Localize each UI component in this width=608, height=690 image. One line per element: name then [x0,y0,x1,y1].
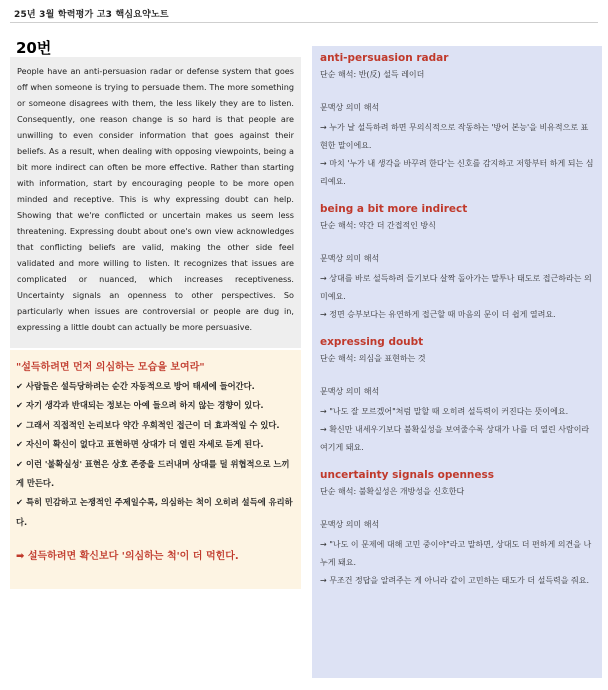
header-divider [10,22,598,23]
passage-box [10,57,301,348]
vocab-context-line: → "나도 잘 모르겠어"처럼 말할 때 오히려 설득력이 커진다는 뜻이에요. [320,407,569,416]
document-header: 25년 3월 학력평가 고3 핵심요약노트 [14,10,169,20]
summary-item-text: 특히 민감하고 논쟁적인 주제일수록, 의심하는 척이 오히려 설득에 유리하다. [16,497,293,527]
vocab-term: expressing doubt [320,336,424,348]
vocab-context-line: → 상대를 바로 설득하려 들기보다 살짝 돌아가는 말투나 태도로 접근하라는 의미예요. [320,274,592,301]
vocab-term: uncertainty signals openness [320,469,495,481]
summary-list [16,377,294,532]
vocab-context-line: → 확신만 내세우기보다 불확실성을 보여줄수록 상대가 나를 더 열린 사람이라 여기게 돼요. [320,425,590,452]
vocab-context-title: 문맥상 의미 해석 [320,103,380,112]
vocab-context-title: 문맥상 의미 해석 [320,520,380,529]
vocab-entry [320,469,594,590]
vocab-definition: 단순 해석: 의심을 표현하는 것 [320,354,426,363]
vocab-context-line: → 정면 승부보다는 유연하게 접근할 때 마음의 문이 더 쉽게 열려요. [320,310,556,319]
check-icon: ✔ [16,439,23,450]
check-icon: ✔ [16,400,23,411]
summary-title: "설득하려면 먼저 의심하는 모습을 보여라" [16,362,205,373]
summary-conclusion: ➡ 설득하려면 확신보다 '의심하는 척'이 더 먹힌다. [16,551,239,563]
vocab-term: anti-persuasion radar [320,52,449,64]
vocab-context-line: → 무조건 정답을 알려주는 게 아니라 같이 고민하는 태도가 더 설득력을 줘요. [320,576,590,585]
vocab-entry [320,52,594,191]
vocab-panel [312,46,602,678]
vocab-context-line: → "나도 이 문제에 대해 고민 중이야"라고 말하면, 상대도 더 편하게 의견을 나누게 돼요. [320,540,592,567]
check-icon: ✔ [16,458,23,469]
vocab-definition: 단순 해석: 약간 더 간접적인 방식 [320,221,436,230]
vocab-definition: 단순 해석: 불확실성은 개방성을 신호한다 [320,487,465,496]
summary-box [10,350,301,589]
summary-item-text: 자기 생각과 반대되는 정보는 아예 들으려 하지 않는 경향이 있다. [25,400,264,411]
vocab-context-title: 문맥상 의미 해석 [320,387,380,396]
summary-item [16,493,294,532]
summary-item-text: 사람들은 설득당하려는 순간 자동적으로 방어 태세에 들어간다. [25,381,255,391]
passage-text: People have an anti-persuasion radar or defense system that goes off when someone is trying to persuade them. The more something or someone disagrees with them, the less likely they are to listen. Consequently, one reason change is so hard is that people are unwilling to even consider information that goes against their beliefs. As a result, when dealing with opposing viewpoints, being a bit more indirect can often be more effective. Rather than starting with information, start by encouraging people to be more open minded and receptive. This is why expressing doubt can help. Showing that we're conflicted or uncertain makes us seem less threatening. Expressing doubt about one's own view acknowledges that conflicting beliefs are valid, making the other side feel validated and more willing to listen. It recognizes that issues are complicated or nuanced, which increases receptiveness. Uncertainty signals an openness to other perspectives. So particularly when issues are controversial or people are dug in, expressing a little doubt can actually be more persuasive. [17,66,294,332]
question-number: 20번 [16,39,52,57]
summary-item [16,396,294,415]
check-icon: ✔ [16,419,23,430]
vocab-definition: 단순 해석: 반(反) 설득 레이더 [320,70,425,79]
vocab-entry [320,203,594,324]
summary-item [16,377,294,396]
vocab-context-line: → 누가 날 설득하려 하면 무의식적으로 작동하는 '방어 본능'을 비유적으로 표현한 말이에요. [320,123,589,150]
vocab-entry [320,336,594,457]
summary-item-text: 그래서 직접적인 논리보다 약간 우회적인 접근이 더 효과적일 수 있다. [25,419,280,430]
check-icon: ✔ [16,381,23,391]
check-icon: ✔ [16,497,23,508]
summary-item [16,435,294,454]
vocab-term: being a bit more indirect [320,203,468,215]
vocab-context-line: → 마치 '누가 내 생각을 바꾸려 한다'는 신호를 감지하고 저항부터 하게 되는 심리예요. [320,159,594,186]
summary-item-text: 이런 '불확실성' 표현은 상호 존중을 드러내며 상대를 덜 위협적으로 느끼게 만든다. [16,458,290,489]
summary-item [16,416,294,435]
summary-item [16,455,294,494]
summary-item-text: 자신이 확신이 없다고 표현하면 상대가 더 열린 자세로 듣게 된다. [25,439,264,450]
vocab-context-title: 문맥상 의미 해석 [320,254,380,263]
